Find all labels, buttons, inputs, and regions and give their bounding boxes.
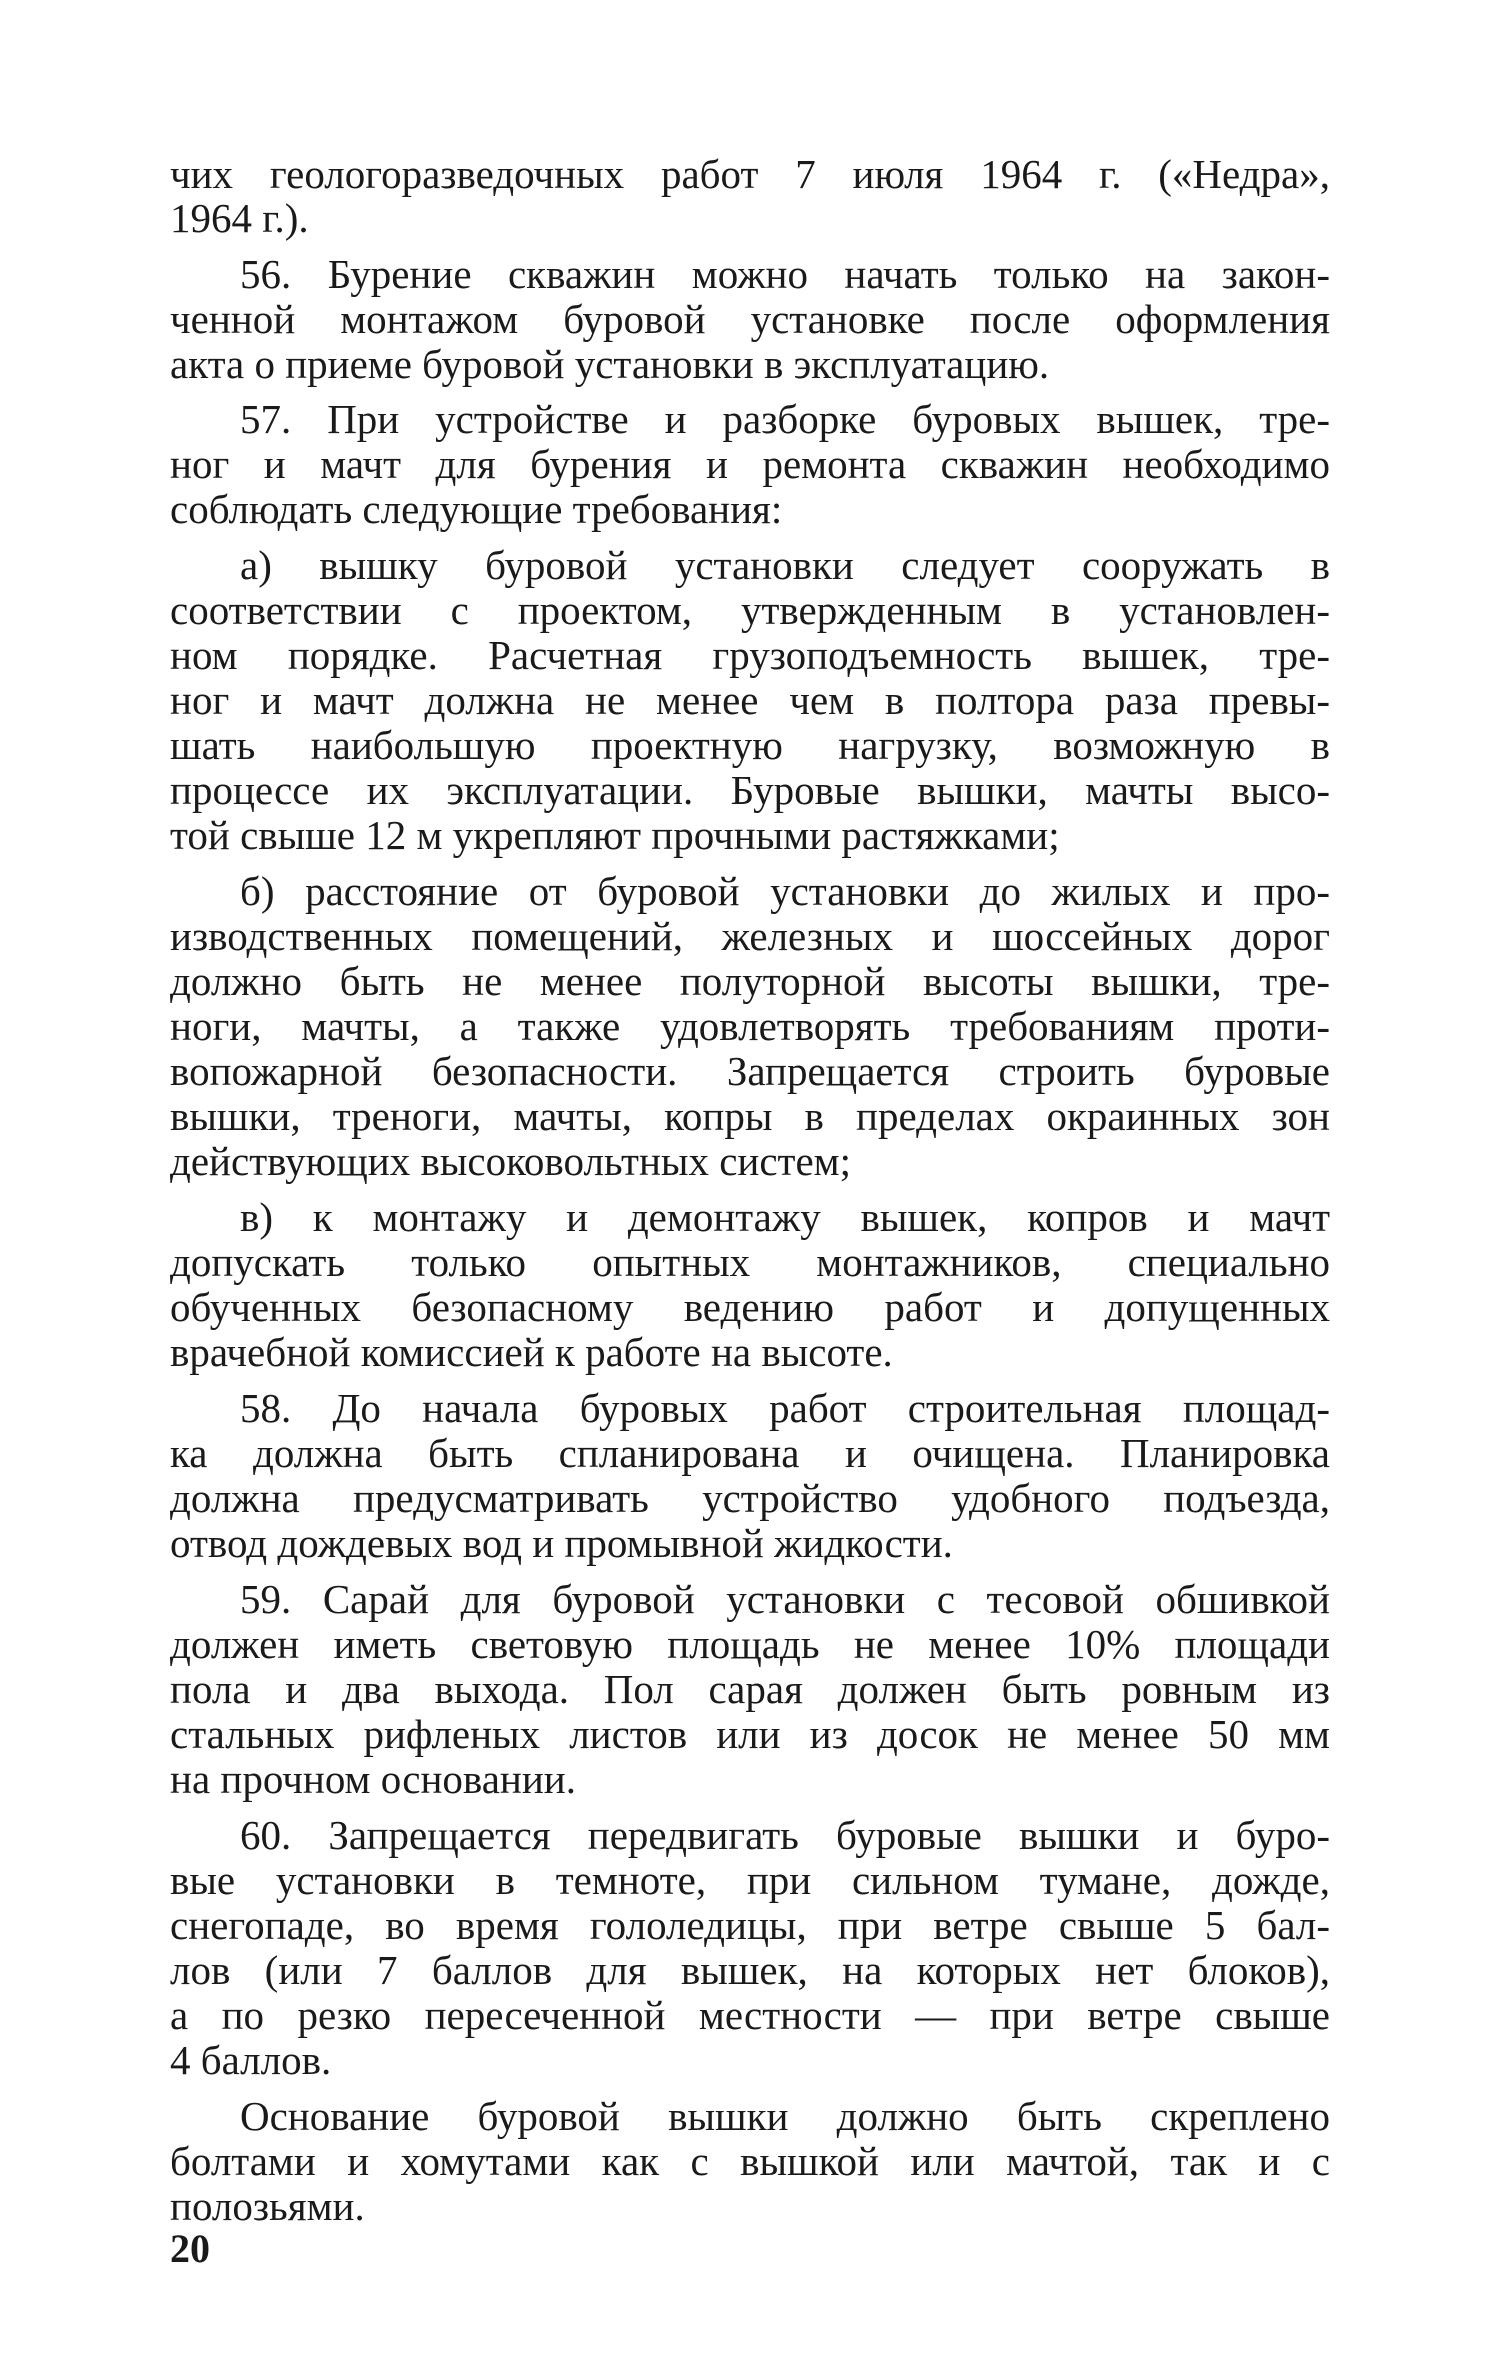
text-line: в) к монтажу и демонтажу вышек, копров и мачт [240, 1194, 1330, 1240]
text-line: ченной монтажом буровой установке после оформления [170, 296, 1330, 342]
text-line: чих геологоразведочных работ 7 июля 1964 г. («Недра», [170, 151, 1330, 197]
text-line: болтами и хомутами как с вышкой или мачтой, так и с [170, 2138, 1330, 2184]
text-line: должна предусматривать устройство удобного подъезда, [170, 1475, 1330, 1521]
text-line: допускать только опытных монтажников, специально [170, 1239, 1330, 1285]
text-line: вые установки в темноте, при сильном тумане, дожде, [170, 1857, 1330, 1903]
text-line: ног и мачт для бурения и ремонта скважин необходимо [170, 441, 1330, 487]
text-line: 59. Сарай для буровой установки с тесовой обшивкой [240, 1576, 1330, 1622]
text-line: а) вышку буровой установки следует сооружать в [240, 542, 1330, 588]
text-line: 58. До начала буровых работ строительная площад- [240, 1385, 1330, 1431]
text-line: 56. Бурение скважин можно начать только на закон- [240, 251, 1330, 297]
text-line: лов (или 7 баллов для вышек, на которых нет блоков), [170, 1947, 1330, 1993]
text-line: изводственных помещений, железных и шоссейных дорог [170, 913, 1330, 959]
text-line: снегопаде, во время гололедицы, при ветре свыше 5 бал- [170, 1902, 1330, 1948]
text-line: должен иметь световую площадь не менее 10% площади [170, 1621, 1330, 1667]
text-line: б) расстояние от буровой установки до жилых и про- [240, 868, 1330, 914]
text-line: 60. Запрещается передвигать буровые вышки и буро- [240, 1812, 1330, 1858]
text-line: вопожарной безопасности. Запрещается строить буровые [170, 1048, 1330, 1094]
text-line: вышки, треноги, мачты, копры в пределах окраинных зон [170, 1093, 1330, 1139]
text-line: 4 баллов. [170, 2037, 332, 2083]
text-line: той свыше 12 м укрепляют прочными растяжками; [170, 812, 1060, 858]
text-line: 1964 г.). [170, 195, 309, 241]
text-line: отвод дождевых вод и промывной жидкости. [170, 1520, 953, 1566]
text-line: врачебной комиссией к работе на высоте. [170, 1329, 893, 1375]
text-line: Основание буровой вышки должно быть скреплено [240, 2093, 1330, 2139]
text-line: соблюдать следующие требования: [170, 486, 783, 532]
text-line: стальных рифленых листов или из досок не менее 50 мм [170, 1711, 1330, 1757]
text-line: полозьями. [170, 2183, 365, 2229]
text-line: ног и мачт должна не менее чем в полтора раза превы- [170, 677, 1330, 723]
text-line: должно быть не менее полуторной высоты вышки, тре- [170, 958, 1330, 1004]
text-line: процессе их эксплуатации. Буровые вышки, мачты высо- [170, 767, 1330, 813]
text-line: ном порядке. Расчетная грузоподъемность вышек, тре- [170, 632, 1330, 678]
text-line: ка должна быть спланирована и очищена. Планировка [170, 1430, 1330, 1476]
text-line: пола и два выхода. Пол сарая должен быть ровным из [170, 1666, 1330, 1712]
page-number: 20 [170, 2226, 210, 2271]
text-line: соответствии с проектом, утвержденным в установлен- [170, 587, 1330, 633]
text-line: действующих высоковольтных систем; [170, 1138, 851, 1184]
text-line: обученных безопасному ведению работ и допущенных [170, 1284, 1330, 1330]
text-line: 57. При устройстве и разборке буровых вышек, тре- [240, 396, 1330, 442]
text-line: на прочном основании. [170, 1756, 576, 1802]
text-line: акта о приеме буровой установки в эксплуатацию. [170, 341, 1050, 387]
text-line: а по резко пересеченной местности — при ветре свыше [170, 1992, 1330, 2038]
text-line: шать наибольшую проектную нагрузку, возможную в [170, 722, 1330, 768]
text-line: ноги, мачты, а также удовлетворять требованиям проти- [170, 1003, 1330, 1049]
